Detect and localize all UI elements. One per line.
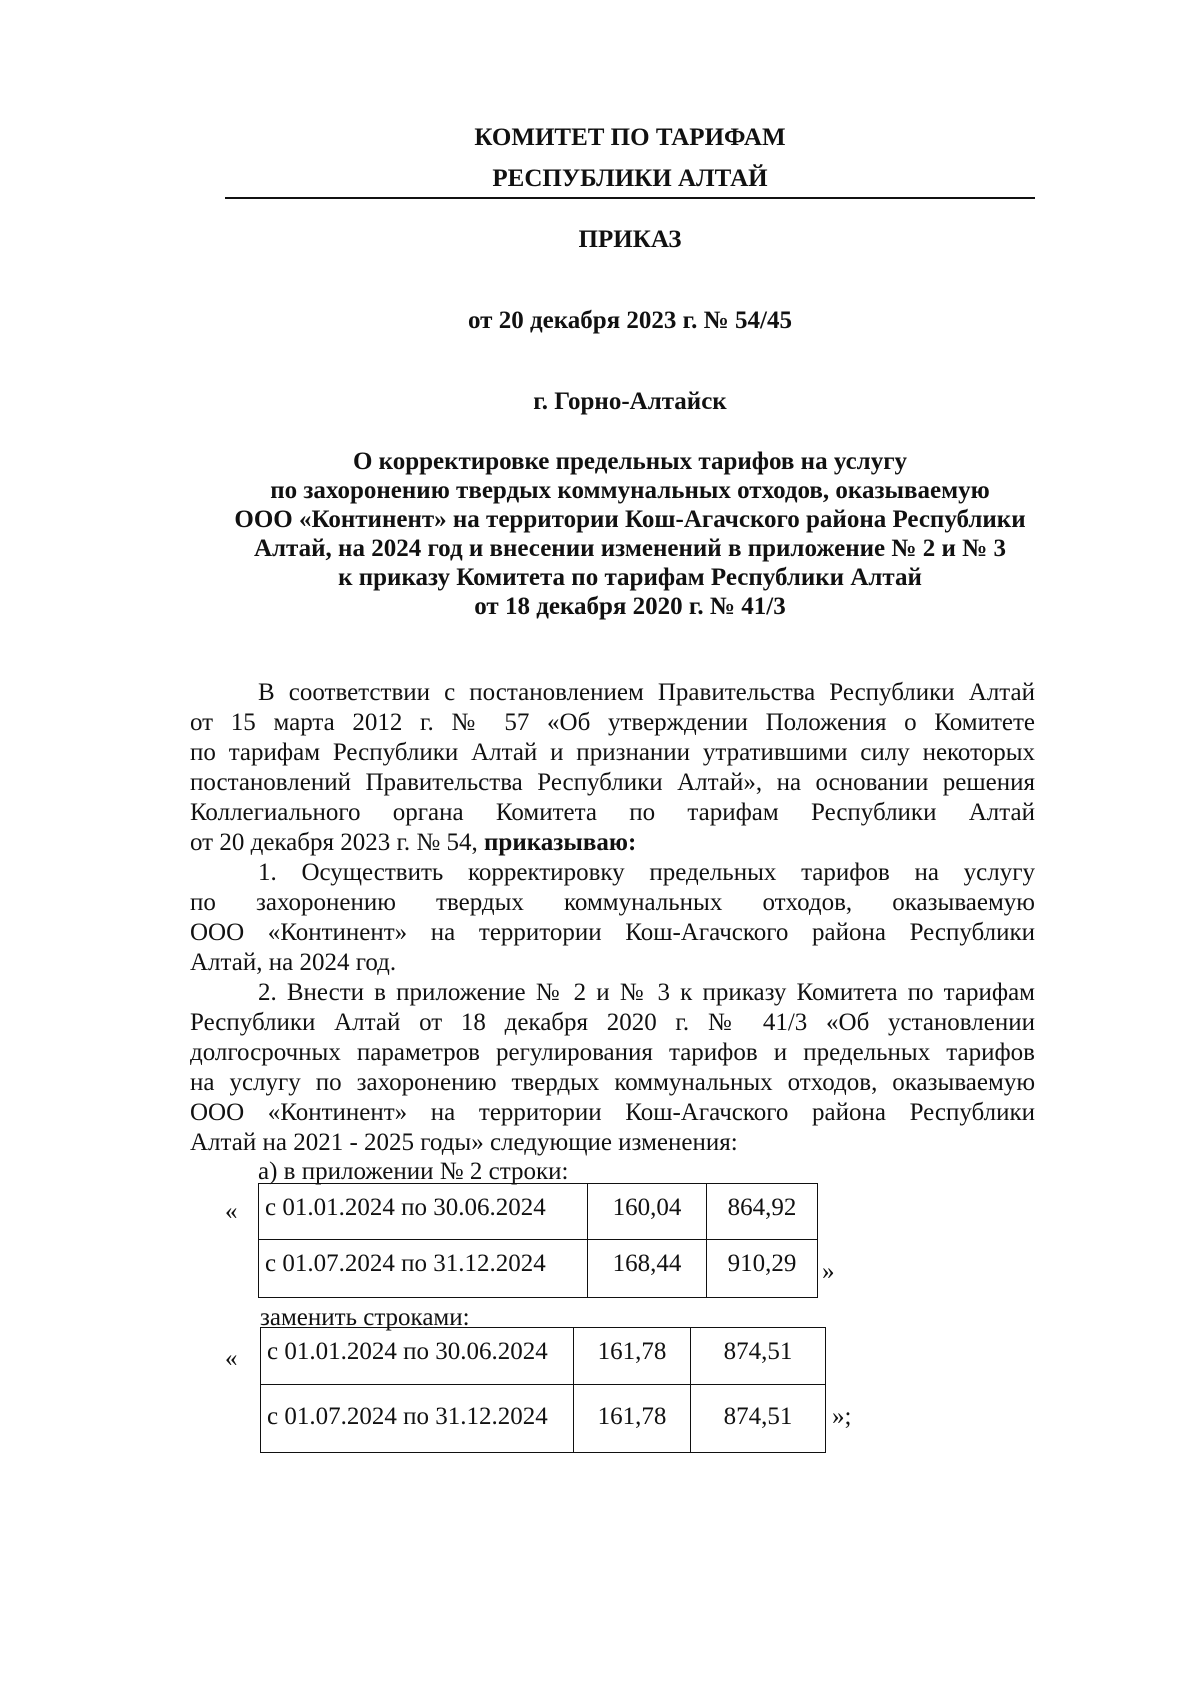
doc-date-number: от 20 декабря 2023 г. № 54/45 — [468, 307, 792, 334]
text-line: ООО «Континент» на территории Кош-Агачского района Республики — [190, 1099, 1035, 1126]
doc-city: г. Горно-Алтайск — [533, 388, 727, 415]
replace-label: заменить строками: — [260, 1304, 470, 1331]
text-line: ООО «Континент» на территории Кош-Агачского района Республики — [190, 919, 1035, 946]
old-rates-table — [258, 1183, 818, 1298]
rate-cell: 910,29 — [707, 1240, 818, 1298]
rate-cell: 874,51 — [691, 1385, 826, 1453]
table-row — [259, 1240, 818, 1298]
new-rates-table — [260, 1327, 826, 1453]
text-line — [190, 828, 1035, 858]
text-span: от 20 декабря 2023 г. № 54, — [190, 829, 485, 856]
subject-line: О корректировке предельных тарифов на услугу — [352, 448, 908, 475]
quote-open: « — [225, 1198, 238, 1225]
period-cell: с 01.01.2024 по 30.06.2024 — [259, 1184, 588, 1240]
text-line: на услугу по захоронению твердых коммунальных отходов, оказываемую — [190, 1069, 1035, 1096]
subject-line: ООО «Континент» на территории Кош-Агачского района Республики — [234, 506, 1026, 533]
rate-cell: 168,44 — [588, 1240, 707, 1298]
text-line: 1. Осуществить корректировку предельных тарифов на услугу — [258, 859, 1035, 886]
period-cell: с 01.07.2024 по 31.12.2024 — [261, 1385, 574, 1453]
header-divider — [225, 197, 1035, 199]
text-line: 2. Внести в приложение № 2 и № 3 к приказу Комитета по тарифам — [258, 979, 1035, 1006]
subject-line: по захоронению твердых коммунальных отходов, оказываемую — [270, 477, 990, 504]
rate-cell: 161,78 — [574, 1328, 691, 1385]
quote-open: « — [225, 1345, 238, 1372]
table-row — [261, 1328, 826, 1385]
period-cell: с 01.01.2024 по 30.06.2024 — [261, 1328, 574, 1385]
text-line: Алтай, на 2024 год. — [190, 949, 397, 976]
text-line: Коллегиального органа Комитета по тарифам Республики Алтай — [190, 799, 1035, 826]
text-line: от 15 марта 2012 г. № 57 «Об утверждении Положения о Комитете — [190, 709, 1035, 736]
subject-line: Алтай, на 2024 год и внесении изменений в приложение № 2 и № 3 — [253, 535, 1007, 562]
text-line: по захоронению твердых коммунальных отходов, оказываемую — [190, 889, 1035, 916]
order-verb: приказываю: — [484, 829, 637, 856]
text-line: Алтай на 2021 - 2025 годы» следующие изменения: — [190, 1129, 738, 1156]
subject-line: от 18 декабря 2020 г. № 41/3 — [474, 593, 786, 620]
org-name-line2: РЕСПУБЛИКИ АЛТАЙ — [492, 165, 768, 192]
text-line: постановлений Правительства Республики Алтай», на основании решения — [190, 769, 1035, 796]
table-row — [261, 1385, 826, 1453]
sub-item-a: а) в приложении № 2 строки: — [258, 1158, 569, 1185]
text-line: В соответствии с постановлением Правительства Республики Алтай — [258, 679, 1035, 706]
text-line: Республики Алтай от 18 декабря 2020 г. № 41/3 «Об установлении — [190, 1009, 1035, 1036]
org-name-line1: КОМИТЕТ ПО ТАРИФАМ — [474, 124, 786, 151]
text-line: по тарифам Республики Алтай и признании утратившими силу некоторых — [190, 739, 1035, 766]
period-cell: с 01.07.2024 по 31.12.2024 — [259, 1240, 588, 1298]
quote-close: »; — [832, 1403, 852, 1430]
doc-type: ПРИКАЗ — [578, 226, 682, 253]
rate-cell: 160,04 — [588, 1184, 707, 1240]
text-line: долгосрочных параметров регулирования тарифов и предельных тарифов — [190, 1039, 1035, 1066]
rate-cell: 161,78 — [574, 1385, 691, 1453]
rate-cell: 874,51 — [691, 1328, 826, 1385]
quote-close: » — [822, 1258, 835, 1285]
table-row — [259, 1184, 818, 1240]
subject-line: к приказу Комитета по тарифам Республики Алтай — [338, 564, 922, 591]
rate-cell: 864,92 — [707, 1184, 818, 1240]
